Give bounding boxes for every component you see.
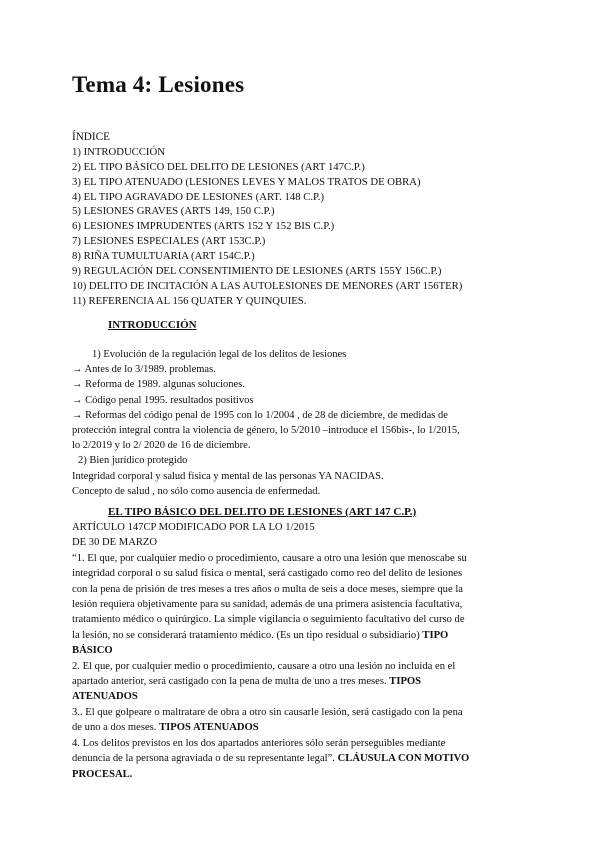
paragraph-line	[72, 720, 542, 735]
section-title-introduccion: INTRODUCCIÓN	[108, 319, 197, 331]
index-item: 6) LESIONES IMPRUDENTES (ARTS 152 Y 152 BIS C.P.)	[72, 220, 335, 233]
article-heading: DE 30 DE MARZO	[72, 537, 158, 549]
bold-label: TIPO	[422, 629, 449, 641]
index-item: 3) EL TIPO ATENUADO (LESIONES LEVES Y MALOS TRATOS DE OBRA)	[72, 175, 421, 188]
bold-label: ATENUADOS	[72, 691, 138, 703]
index-item: 10) DELITO DE INCITACIÓN A LAS AUTOLESIONES DE MENORES (ART 156TER)	[72, 279, 463, 292]
intro-line: Concepto de salud , no sólo como ausencia de enfermedad.	[72, 485, 321, 497]
index-section	[72, 130, 542, 309]
intro-section	[72, 347, 542, 499]
paragraph-line: lesión requiera objetivamente para su sanidad, además de una primera asistencia facultativa,	[72, 599, 463, 611]
index-heading: ÍNDICE	[72, 131, 110, 143]
index-item: 1) INTRODUCCIÓN	[72, 145, 165, 158]
paragraph-text: de uno a dos meses.	[72, 722, 160, 734]
index-item: 5) LESIONES GRAVES (ARTS 149, 150 C.P.)	[72, 205, 275, 218]
paragraph-line	[72, 751, 542, 766]
bold-label: PROCESAL.	[72, 768, 133, 780]
bold-label: CLÁUSULA CON MOTIVO	[337, 753, 470, 765]
bold-label: TIPOS	[389, 676, 422, 688]
intro-line: → Código penal 1995. resultados positivos	[72, 394, 254, 406]
paragraph-line: tratamiento médico o quirúrgico. La simple vigilancia o seguimiento facultativo del curso de	[72, 614, 465, 626]
paragraph-line: 3.. El que golpeare o maltratare de obra a otro sin causarle lesión, será castigado con la pena	[72, 706, 463, 718]
paragraph-text: denuncia de la persona agraviada o de su representante legal”.	[72, 753, 338, 765]
intro-line: → Antes de lo 3/1989. problemas.	[72, 364, 216, 376]
index-item: 8) RIÑA TUMULTUARIA (ART 154C.P.)	[72, 250, 255, 263]
index-item: 11) REFERENCIA AL 156 QUATER Y QUINQUIES.	[72, 294, 307, 307]
section-title-tipo-basico: EL TIPO BÁSICO DEL DELITO DE LESIONES (ART 147 C.P.)	[108, 506, 417, 518]
bold-label: TIPOS ATENUADOS	[159, 722, 259, 734]
paragraph-line: con la pena de prisión de tres meses a tres años o multa de seis a doce meses, siempre que la	[72, 583, 463, 595]
intro-line: → Reformas del código penal de 1995 con lo 1/2004 , de 28 de diciembre, de medidas de	[72, 409, 448, 421]
index-item: 7) LESIONES ESPECIALES (ART 153C.P.)	[72, 235, 266, 248]
intro-subheading: 2) Bien jurídico protegido	[78, 455, 188, 467]
intro-line: → Reforma de 1989. algunas soluciones.	[72, 379, 245, 391]
paragraph-line: integridad corporal o su salud física o mental, será castigado como reo del delito de lesiones	[72, 568, 463, 580]
intro-line: Integridad corporal y salud física y mental de las personas YA NACIDAS.	[72, 470, 384, 482]
intro-line: lo 2/2019 y lo 2/ 2020 de 16 de diciembre.	[72, 440, 251, 452]
paragraph-line	[72, 674, 542, 689]
paragraph-line	[72, 628, 542, 643]
intro-line: protección integral contra la violencia de género, lo 5/2010 –introduce el 156bis-, lo 1/2015,	[72, 425, 460, 437]
paragraph-line: 2. El que, por cualquier medio o procedimiento, causare a otro una lesión no incluida en el	[72, 660, 456, 672]
tipo-basico-section	[72, 520, 542, 782]
index-item: 2) EL TIPO BÁSICO DEL DELITO DE LESIONES (ART 147C.P.)	[72, 160, 365, 173]
document-title: Tema 4: Lesiones	[72, 72, 245, 97]
index-item: 4) EL TIPO AGRAVADO DE LESIONES (ART. 148 C.P.)	[72, 190, 325, 203]
intro-line: 1) Evolución de la regulación legal de los delitos de lesiones	[92, 349, 347, 360]
paragraph-text: la lesión, no se considerará tratamiento médico. (Es un tipo residual o subsidiario)	[72, 629, 423, 641]
paragraph-line: “1. El que, por cualquier medio o procedimiento, causare a otro una lesión que menoscabe su	[72, 552, 467, 564]
index-item: 9) REGULACIÓN DEL CONSENTIMIENTO DE LESIONES (ARTS 155Y 156C.P.)	[72, 265, 442, 278]
bold-label: BÁSICO	[72, 645, 113, 657]
paragraph-line: 4. Los delitos previstos en los dos apartados anteriores sólo serán perseguibles mediante	[72, 737, 446, 749]
paragraph-text: apartado anterior, será castigado con la pena de multa de uno a tres meses.	[72, 676, 390, 688]
article-heading: ARTÍCULO 147CP MODIFICADO POR LA LO 1/2015	[72, 522, 315, 533]
